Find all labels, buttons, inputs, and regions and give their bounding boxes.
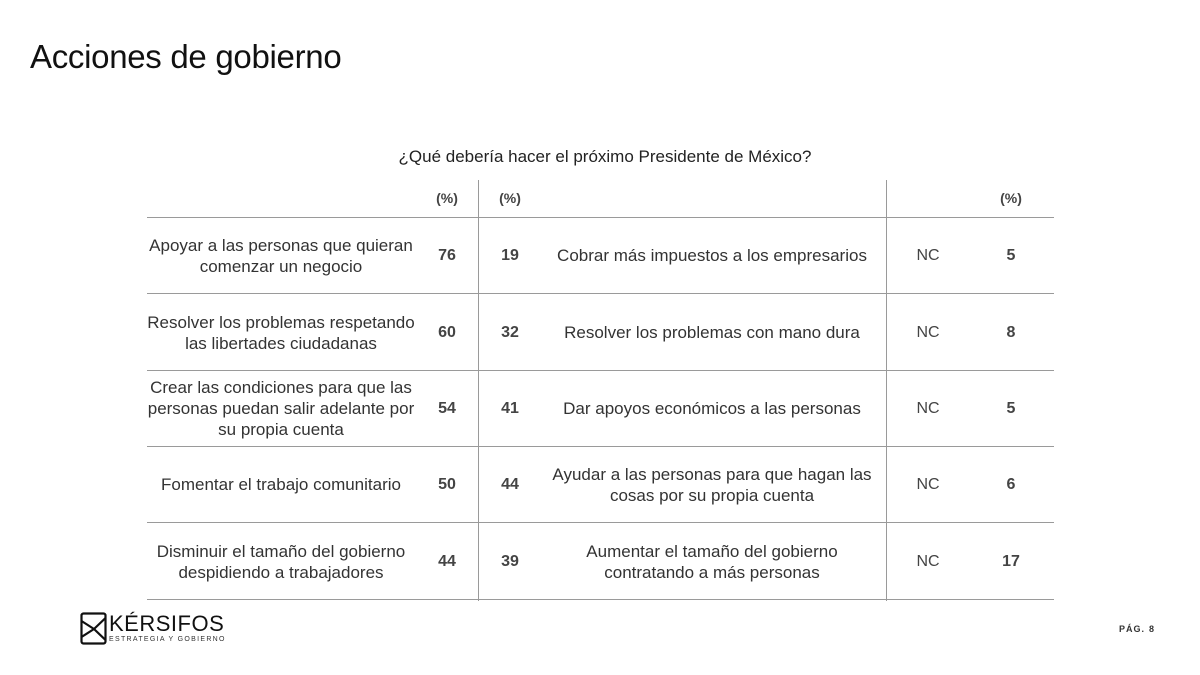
left-percent: 54 (438, 399, 456, 417)
page-number (1115, 624, 1155, 634)
table-row (147, 295, 1054, 371)
left-option: Resolver los problemas respetando las libertades ciudadanas (147, 312, 415, 353)
left-option: Disminuir el tamaño del gobierno despidiendo a trabajadores (156, 541, 406, 582)
kersifos-logo-icon (80, 612, 107, 645)
table-row (147, 218, 1054, 294)
nc-label: NC (916, 552, 940, 570)
nc-percent: 6 (1006, 475, 1016, 493)
page-number-value: 8 (1148, 624, 1155, 634)
table-row (147, 447, 1054, 523)
right-option: Aumentar el tamaño del gobierno contratando a más personas (586, 541, 838, 582)
nc-percent: 17 (1002, 552, 1020, 570)
brand-logo (80, 611, 226, 645)
brand-name: KÉRSIFOS (109, 610, 225, 636)
table-row (147, 524, 1054, 600)
left-option: Fomentar el trabajo comunitario (160, 475, 401, 494)
left-option: Apoyar a las personas que quieran comenzar un negocio (149, 235, 413, 276)
nc-percent: 8 (1006, 323, 1016, 341)
header-right-percent: (%) (499, 190, 521, 206)
left-percent: 44 (438, 552, 456, 570)
page-label: PÁG. (1118, 624, 1145, 634)
right-percent: 44 (501, 475, 519, 493)
table-row (147, 371, 1054, 447)
right-percent: 19 (501, 246, 519, 264)
left-percent: 50 (438, 475, 456, 493)
right-option: Cobrar más impuestos a los empresarios (557, 246, 867, 265)
left-percent: 60 (438, 323, 456, 341)
brand-tagline: ESTRATEGIA Y GOBIERNO (109, 635, 226, 643)
right-option: Resolver los problemas con mano dura (564, 323, 860, 342)
nc-label: NC (916, 246, 940, 264)
right-option: Dar apoyos económicos a las personas (563, 399, 861, 418)
right-percent: 32 (501, 323, 519, 341)
page-title: Acciones de gobierno (30, 38, 342, 75)
left-percent: 76 (438, 246, 456, 264)
header-nc-percent: (%) (1000, 190, 1022, 206)
nc-label: NC (916, 475, 940, 493)
header-left-percent: (%) (436, 190, 458, 206)
right-percent: 39 (501, 552, 519, 570)
nc-label: NC (916, 323, 940, 341)
nc-label: NC (916, 399, 940, 417)
comparison-table (147, 180, 1054, 601)
nc-percent: 5 (1006, 399, 1016, 417)
left-option: Crear las condiciones para que las personas puedan salir adelante por su propia cuenta (147, 378, 415, 439)
survey-question: ¿Qué debería hacer el próximo Presidente de México? (398, 147, 812, 166)
right-percent: 41 (501, 399, 519, 417)
right-option: Ayudar a las personas para que hagan las cosas por su propia cuenta (552, 464, 872, 505)
nc-percent: 5 (1006, 246, 1016, 264)
